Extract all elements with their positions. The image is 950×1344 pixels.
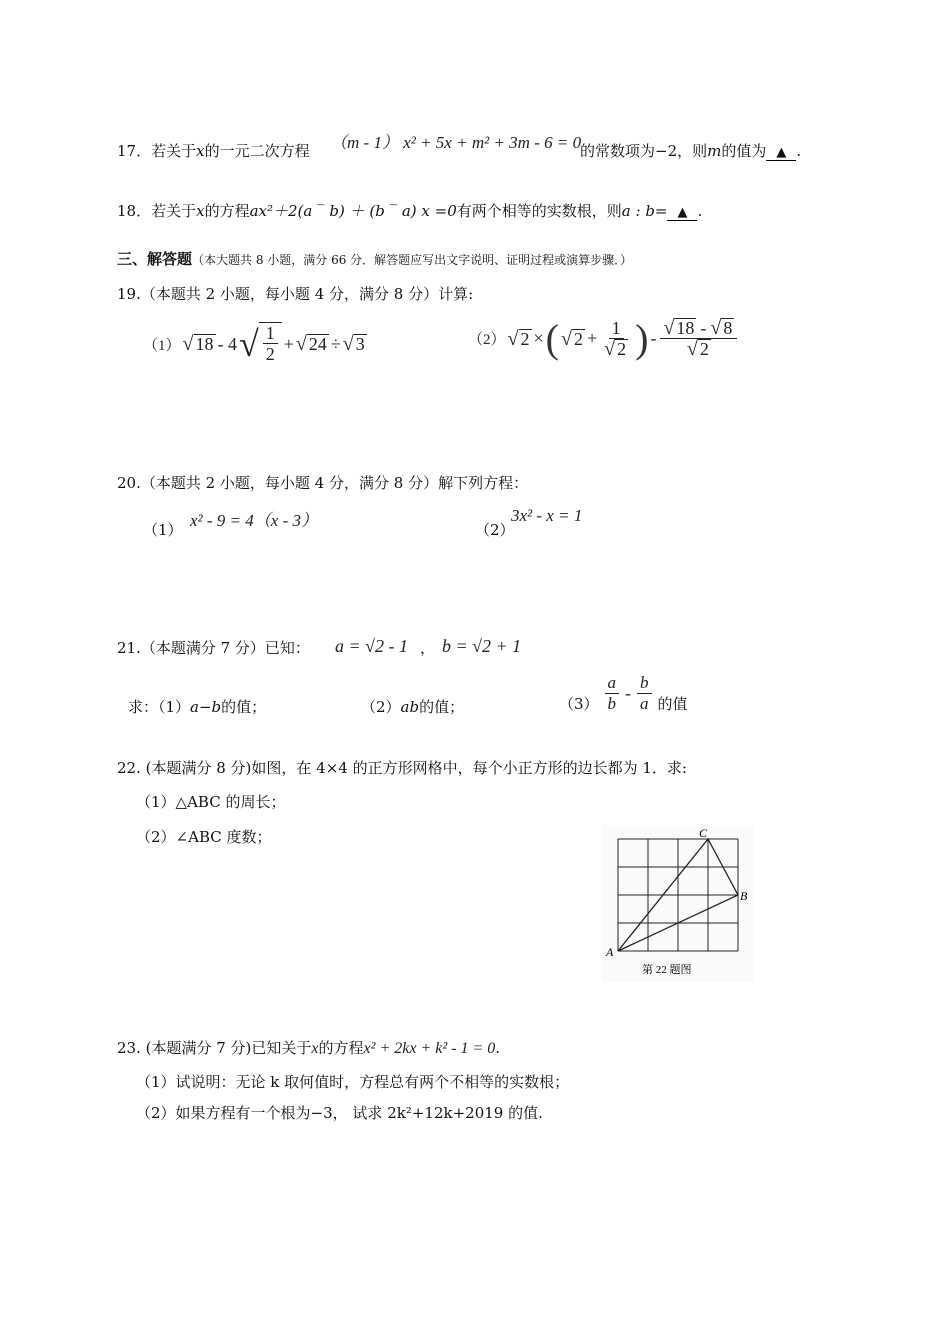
q19-sqrt-18: √ 18 [182,333,214,355]
q21-fraction-a-over-b: $\frac{a}{b}$ [605,673,620,714]
q17-end: . [796,142,802,160]
q17-line [117,140,310,161]
q18-end: . [697,202,703,220]
q19-p2-sqrt2-a: √ 2 [507,327,530,350]
q19-part1 [143,322,367,366]
right-paren: ) [635,315,649,361]
q21-p3-tail: 的值 [657,695,688,713]
label-b: B [740,889,748,903]
q23-head-line [117,1037,500,1058]
section-note: （本大题共 8 小题，满分 66 分．解答题应写出文字说明、证明过程或演算步骤．） [192,253,633,267]
q20-head: 20.（本题共 2 小题，每小题 4 分，满分 8 分）解下列方程： [117,474,529,492]
label-c: C [699,826,708,840]
q22-figure [602,825,754,982]
figure-caption: 第 22 题图 [642,964,692,976]
left-paren: ( [545,315,559,361]
q22-part2: （2）∠ABC 度数； [136,828,272,846]
label-a: A [606,945,614,959]
q17-suffix-b: ，则 [677,142,708,160]
q17-var-m: m [707,142,722,160]
q21-ask: 求：（1） [128,698,191,716]
q17-mid: 的一元二次方程 [204,142,310,160]
q19-p1-plus: + [283,333,294,354]
q21-ask-part1 [128,696,266,717]
q17-suffix-c: 的值为 [721,142,767,160]
q19-p2-times: × [533,328,544,348]
q19-sqrt-3: √ 3 [342,333,365,355]
q17-suffix-a: 的常数项为 [580,142,656,160]
q17-prefix: 17．若关于 [117,142,197,160]
q23-var-x: x [311,1040,319,1057]
q19-part2 [468,315,739,361]
q18-equation: ax²＋2(a ‾ b) ＋ (b ‾ a) x =0 [249,202,457,220]
section-header [117,248,632,269]
q21-b-def: b = √2 + 1 [442,636,522,656]
grid-lines [618,839,738,951]
q21-p2-label: （2） [361,698,401,716]
q18-answer-blank[interactable]: ▲ [667,205,697,221]
q20-part1-label: （1） [143,521,183,539]
q23-mid: 的方程 [318,1039,364,1057]
q18-suffix: 有两个相等的实数根，则 [456,202,622,220]
q17-var-x: x [196,142,205,160]
q21-comma: ， [420,639,436,657]
q20-part2-label: （2） [475,521,515,539]
q19-head: 19.（本题共 2 小题，每小题 4 分，满分 8 分）计算: [117,285,474,303]
q17-equation: （m - 1） x² + 5x + m² + 3m - 6 = 0 [330,133,582,152]
q20-part1-equation: x² - 9 = 4（x - 3） [190,511,318,530]
q18-prefix: 18．若关于 [117,202,197,220]
q21-f-minus: - [625,682,632,703]
section-title: 三、解答题 [117,250,193,268]
q19-p2-minus: - [650,328,657,348]
q20-part2-equation: 3x² - x = 1 [511,506,583,525]
q19-p2-plus: + [586,328,598,348]
q23-end: . [495,1039,501,1057]
grid-triangle-diagram [602,825,754,982]
q18-mid: 的方程 [204,202,250,220]
q19-part2-label: （2） [468,332,506,348]
q21-p1-expr: a−b [190,698,222,716]
q23-head: 23. (本题满分 7 分)已知关于 [117,1039,312,1057]
q18-ratio: a : b= [621,202,668,220]
q17-tail [580,140,801,161]
q21-p1-tail: 的值； [221,698,267,716]
q21-p3-label: （3） [559,695,599,713]
q21-fraction-b-over-a: $\frac{b}{a}$ [637,673,652,714]
q19-sqrt-24: √ 24 [295,333,327,355]
q19-p2-sqrt2-b: √ 2 [560,327,583,350]
q23-part1: （1）试说明：无论 k 取何值时，方程总有两个不相等的实数根； [136,1073,570,1091]
q17-value: −2 [655,142,678,160]
q19-p1-coef: - 4 [217,333,237,354]
q21-p2-expr: ab [400,698,420,716]
q23-equation: x² + 2kx + k² - 1 = 0 [363,1040,496,1057]
q21-part2 [361,696,464,717]
q22-part1: （1）△ABC 的周长； [136,793,286,811]
q17-answer-blank[interactable]: ▲ [766,145,796,161]
q19-p2-fraction: 1 √ 2 [604,318,627,360]
q21-p2-tail: 的值； [419,698,465,716]
q22-head: 22. (本题满分 8 分)如图，在 4×4 的正方形网格中，每个小正方形的边长都为 1．求: [117,759,687,777]
q21-a-def: a = √2 - 1 [335,636,409,656]
q19-sqrt-half: √ $\frac{1}{2}$ [239,322,282,366]
q18-var-x: x [196,202,205,220]
q19-p2-big-fraction: √ 18 - √ 8 √ 2 [660,318,737,359]
q19-part1-label: （1） [143,337,181,354]
q21-part3 [559,668,688,718]
q23-part2: （2）如果方程有一个根为−3， 试求 2k²+12k+2019 的值. [136,1104,543,1122]
q19-p1-div: ÷ [330,333,341,354]
q21-head: 21.（本题满分 7 分）已知： [117,639,310,657]
q18-line [117,200,702,221]
